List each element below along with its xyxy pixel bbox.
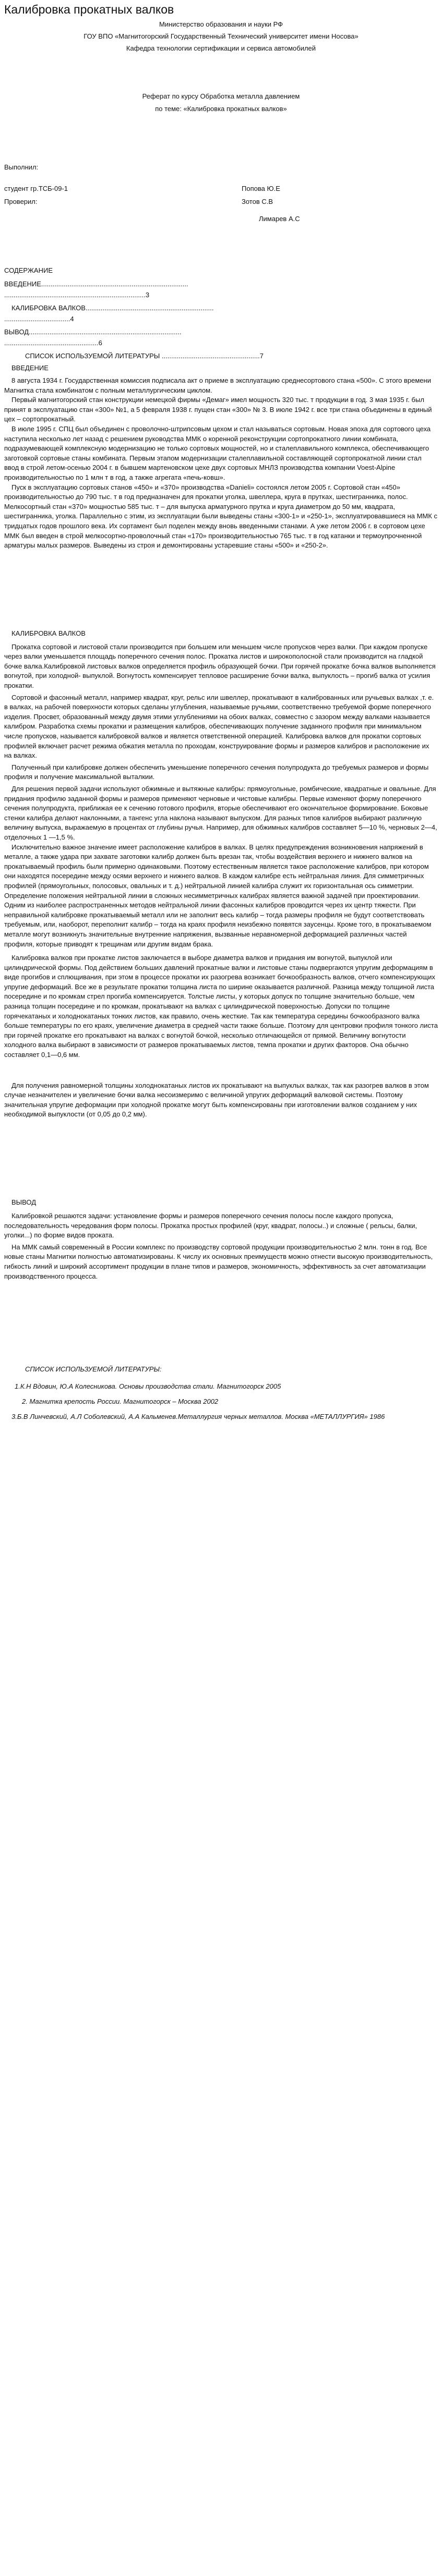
- checked-label: Проверил:: [4, 198, 38, 205]
- toc-entry[interactable]: КАЛИБРОВКА ВАЛКОВ....................................................................: [11, 304, 214, 312]
- spacer: [4, 638, 438, 642]
- spacer: [15, 1406, 438, 1412]
- checker2-name: Лимарев А.С: [259, 215, 300, 223]
- spacer: [4, 114, 438, 162]
- spacer: [4, 53, 438, 92]
- checker2-row: [4, 213, 438, 224]
- toc-title: СОДЕРЖАНИЕ: [4, 266, 53, 274]
- intro-paragraph: Первый магнитогорский стан конструкции немецкой фирмы «Демаг» имел мощность 320 тыс. т продукции в год. 3 мая 1935 г. был принят в эксплуатацию стан «300» №1, а 5 февраля 1938 г. пущен стан «300» № 3. В июле 1942 г. все три стана объединены в единый цех – сортопрокатный.: [4, 396, 432, 423]
- calibration-paragraph: Сортовой и фасонный металл, например квадрат, круг, рельс или швеллер, прокатывают в калиброванных или ручьевых валках ,т. е. в валках, на рабочей поверхности которых сделаны углубления, называемые ручьями, соответственно требуемой форме поперечного изделия. Просвет, образованный между двумя этими углублениями на обоих валках, совместно с зазором между валками называется калибром. Разработка схемы прокатки и размещения калибров, обеспечивающих получение заданного профиля при минимальном числе пропусков, называется калибровкой валков и является ответственной операцией. Калибровка валков для прокатки сортовых профилей включает расчет режима обжатия металла по проходам, конструирование формы и размеров калибров и расположение их на валках.: [4, 693, 434, 760]
- document-title: Калибровка прокатных валков: [4, 3, 174, 16]
- ministry-line: Министерство образования и науки РФ: [159, 20, 283, 28]
- spacer: [4, 1060, 438, 1081]
- reference-item: 1.К.Н Вдовин, Ю.А Колесникова. Основы производства стали. Магнитогорск 2005: [15, 1382, 281, 1391]
- conclusion-paragraph: На ММК самый современный в России комплекс по производству сортовой продукции производительностью 2 млн. тонн в год. Все новые станы Магнитки полностью автоматизированы. К числу их основных преимуществ можно отнести высокую производительность, гибкость линий и широкий ассортимент продукции в плане типов и размеров, экономичность, эффективность за счет автоматизации производственного процесса.: [4, 1243, 433, 1280]
- calibration-paragraph: Калибровка валков при прокатке листов заключается в выборе диаметра валков и придания им вогнутой, выпуклой или цилиндрической формы. Под действием больших давлений прокатные валки и листовые станы подвергаются упругим деформациям в виде прогибов и сплющивания, при этом в процессе прокатки их разогрева возникает бочкообразность валков, отчего компенсирующих упругие деформаций. Все же в результате прокатки толщина листа по ширине оказывается различной. Разница между толщиной листа посередине и по кромкам стрел прогиба компенсируется. Толстые листы, у которых допуск по толщине значительно больше, чем разница толщин посередине и по кромкам, прокатывают на валках с цилиндрической поверхностью. Допуски по толщине горячекатаных и холоднокатаных тонких листов, как правило, очень жесткие. Так как температура середины бочкообразного валка больше температуры по его краях, увеличение диаметра в средней части также больше. Поэтому для центровки профиля тонкого листа при горячей прокатке его прокатывают на валках с вогнутой бочкой, несколько отличающейся от прямой. Величину вогнутости холодного валка выбирают в зависимости от размеров прокатываемых листов, темпа прокатки и других факторов. Она обычно составляет 0,1—0,6 мм.: [4, 954, 438, 1059]
- intro-paragraph: В июле 1995 г. СПЦ был объединен с проволочно-штрипсовым цехом и стал называться сортовым. Новая эпоха для сортового цеха наступила несколько лет назад с решением руководства ММК о коренной реконструкции сортопрокатного линии комбината, подразумевающей комплексную модернизацию не только сортовых мощностей, но и сталеплавильного комплекса, обеспечивающего заготовкой сортовые станы комбината. Первым этапом модернизации сталеплавильной составляющей сортопрокатной линии стал ввод в строй летом-осенью 2004 г. в бывшем мартеновском цехе двух сортовых МНЛЗ производства компании Voest-Alpine производительностью по 1 млн т в год, а также агрегата «печь-ковш».: [4, 424, 431, 481]
- spacer: [4, 1120, 438, 1198]
- student-row: [4, 183, 438, 194]
- spacer: [4, 1207, 438, 1211]
- checker-name: Зотов С.В: [242, 198, 273, 205]
- spacer: [4, 949, 438, 953]
- spacer: [4, 207, 438, 213]
- calibration-heading: КАЛИБРОВКА ВАЛКОВ: [11, 629, 86, 637]
- references-heading: СПИСОК ИСПОЛЬЗУЕМОЙ ЛИТЕРАТУРЫ:: [25, 1365, 162, 1374]
- reference-item: 3.Б.В Линчевский, А.Л Соболевский, А.А Кальменев.Металлургия черных металлов. Москва «МЕТАЛЛУРГИЯ» 1986: [11, 1413, 385, 1421]
- reference-item: 2. Магнитка крепость России. Магнитогорск – Москва 2002: [22, 1398, 219, 1406]
- spacer: [4, 1374, 438, 1381]
- student-label: студент гр.ТСБ-09-1: [4, 185, 68, 192]
- toc-entry[interactable]: ВЫВОД.................................................................................: [4, 328, 182, 336]
- topic-line-1: Реферат по курсу Обработка металла давлением: [142, 92, 300, 100]
- intro-heading: ВВЕДЕНИЕ: [11, 364, 49, 372]
- spacer: [4, 224, 438, 266]
- topic-line-2: по теме: «Калибровка прокатных валков»: [155, 105, 287, 113]
- toc-entry[interactable]: ...................................4: [4, 315, 74, 323]
- spacer: [4, 173, 438, 183]
- spacer: [15, 1391, 438, 1396]
- student-name: Попова Ю.Е: [242, 185, 280, 192]
- toc-entry[interactable]: ВВЕДЕНИЕ..............................................................................: [4, 280, 188, 288]
- department-line: Кафедра технологии сертификации и сервиса автомобилей: [126, 44, 316, 52]
- toc-entry[interactable]: СПИСОК ИСПОЛЬЗУЕМОЙ ЛИТЕРАТУРЫ ....................................................7: [25, 352, 264, 360]
- calibration-paragraph: Исключительно важное значение имеет расположение калибров в валках. В целях предупреждения возникновения напряжений в металле, а также удара при захвате заготовки калибр должен быть врезан так, чтобы воздействия верхнего и нижнего валков на прокатываемый профиль были примерно одинаковыми. Поэтому естественным является такое расположение калибров, при котором они находятся посередине между осями верхнего и нижнего валков. В каждом калибре есть нейтральная линия. Для симметричных профилей (прямоугольных, полосовых, овальных и т. д.) нейтральной линией калибра служит их горизонтальная ось симметрии. Определение положения нейтральной линии в сложных несимметричных калибрах является важной задачей при проектировании. Одним из наиболее распространенных методов нейтральной линии фасонных калибров проводится через их центр тяжести. При неправильной калибровке прокатываемый металл или не заполнит весь калибр – тогда размеры профиля не будут соответствовать требуемым, или, наоборот, переполнит калибр – тогда на краях профиля неизбежно появятся заусенцы. Кроме того, в прокатываемом металле могут возникнуть значительные внутренние напряжения, вызванные неравномерной деформацией различных частей профиля, которые приводят к трещинам или другим видам брака.: [4, 843, 432, 948]
- toc-list: [4, 278, 438, 361]
- spacer: [4, 1281, 438, 1365]
- calibration-paragraph: Для получения равномерной толщины холоднокатаных листов их прокатывают на выпуклых валках, так как разогрев валков в этом случае незначителен и увеличение бочки валка несоизмеримо с величиной упругих деформаций валковой системы. Поэтому значительная упругие деформации при холодной прокатке могут быть компенсированы при изготовлении валков созданием у них необходимой выпуклости (от 0,05 до 0,2 мм).: [4, 1081, 429, 1119]
- conclusion-paragraph: Калибровкой решаются задачи: установление формы и размеров поперечного сечения полосы после каждого пропуска, последовательность чередования форм полосы. Прокатка простых профилей (круг, квадрат, полосы..) и сложные ( рельсы, балки, уголки...) по форме видов проката.: [4, 1212, 417, 1240]
- done-label: Выполнил:: [4, 163, 39, 171]
- intro-paragraph: 8 августа 1934 г. Государственная комиссия подписала акт о приеме в эксплуатацию среднесортового стана «500». С этого времени Магнитка стала комбинатом с полным металлургическим циклом.: [4, 376, 431, 394]
- references-list: [4, 1381, 438, 1421]
- spacer: [4, 551, 438, 629]
- calibration-paragraph: Для решения первой задачи используют обжимные и вытяжные калибры: прямоугольные, ромбические, квадратные и овальные. Для придания профилю заданной формы и размеров применяют черновые и чистовые калибры. Первые изменяют форму поперечного сечения полупродукта, приближая ее к сечению готового профиля, вторые обеспечивают его окончательное формирование. Боковые стенки калибра делают наклонными, а тангенс угла наклона называют выпуском. Для разных типов калибров выбирают различную величину выпуска, выражаемую в процентах от глубины ручья. Например, для обжимных калибров составляет 5—10 %, черновых 2—4, отделочных 1 —1,5 %.: [4, 785, 437, 841]
- calibration-paragraph: Прокатка сортовой и листовой стали производится при большем или меньшем числе пропусков через валки. При каждом пропуске через валки уменьшается площадь поперечного сечения полос. Прокатка листов и широкополосной стали производится на гладкой бочке валка.Калибровкой листовых валков определяется профиль образующей бочки. При горячей прокатке бочка валков выполняется вогнутой, при холодной- выпуклой. Вогнутость компенсирует тепловое расширение бочки валка, выпуклость – прогиб валка от усилия прокатки.: [4, 642, 436, 690]
- university-line: ГОУ ВПО «Магнитогорский Государственный Технический университет имени Носова»: [83, 32, 359, 40]
- calibration-paragraph: Полученный при калибровке должен обеспечить уменьшение поперечного сечения полупродукта до требуемых размеров и формы профиля и получение максимальной выталкии.: [4, 763, 429, 781]
- toc-entry[interactable]: ...........................................................................3: [4, 291, 150, 299]
- checker-row: [4, 196, 438, 207]
- conclusion-heading: ВЫВОД: [11, 1198, 37, 1206]
- toc-entry[interactable]: ..................................................6: [4, 339, 102, 347]
- intro-paragraph: Пуск в эксплуатацию сортовых станов «450» и «370» производства «Danieli» состоялся летом 2005 г. Сортовой стан «450» производительностью до 790 тыс. т в год предназначен для прокатки уголка, швеллера, круга в прутках, шестигранника, полос. Мелкосортный стан «370» мощностью 585 тыс. т – для выпуска арматурного прутка и круга диаметром до 50 мм, квадрата, шестигранника, уголка. Параллельно с этим, из эксплуатации были выведены станы «300-1» и «250-1», эксплуатировавшиеся на ММК с тридцатых годов прошлого века. Их сортамент был поделен между вновь введенными станами. А уже летом 2006 г. в сортовом цехе ММК был введен в строй мелкосортно-проволочный стан «170» производительностью 765 тыс. т в год катанки и термоупрочненной арматуры малых размеров. Выведены из строя и демонтированы устаревшие станы «500» и «250-2».: [4, 483, 437, 550]
